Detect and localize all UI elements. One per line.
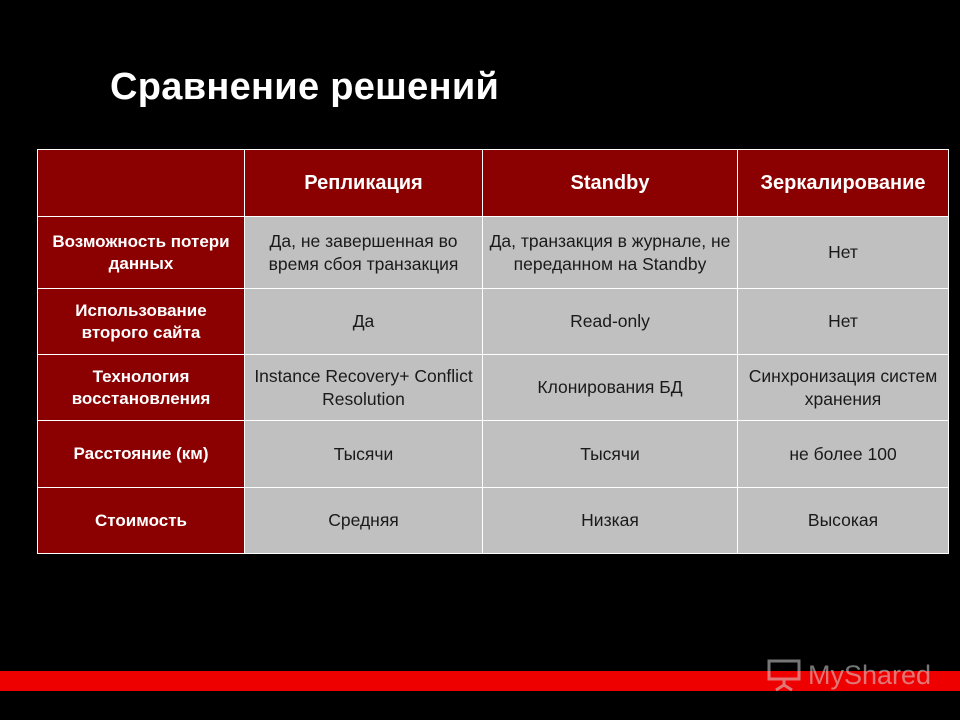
table-cell: Тысячи: [245, 421, 483, 488]
comparison-table: [37, 149, 949, 554]
table-header-row: [38, 150, 949, 217]
table-row: [38, 217, 949, 289]
table-cell: Да, не завершенная во время сбоя транзакция: [245, 217, 483, 289]
table-cell: Instance Recovery+ Conflict Resolution: [245, 355, 483, 421]
column-header-mirroring: Зеркалирование: [738, 150, 949, 217]
row-header: Возможность потери данных: [38, 217, 245, 289]
table-cell: Да: [245, 289, 483, 355]
row-header: Использование второго сайта: [38, 289, 245, 355]
table-row: [38, 355, 949, 421]
table-row: [38, 421, 949, 488]
watermark-text: MyShared: [808, 659, 932, 690]
table-cell: Тысячи: [483, 421, 738, 488]
row-header: Расстояние (км): [38, 421, 245, 488]
table-cell: Нет: [738, 217, 949, 289]
table-cell: Высокая: [738, 488, 949, 554]
column-header-standby: Standby: [483, 150, 738, 217]
table-row: [38, 289, 949, 355]
row-header: Стоимость: [38, 488, 245, 554]
table-cell: Клонирования БД: [483, 355, 738, 421]
row-header: Технология восстановления: [38, 355, 245, 421]
table-cell: Нет: [738, 289, 949, 355]
table-row: [38, 488, 949, 554]
slide-title: Сравнение решений: [110, 66, 500, 108]
table-cell: Средняя: [245, 488, 483, 554]
column-header-replication: Репликация: [245, 150, 483, 217]
table-cell: Да, транзакция в журнале, не переданном на Standby: [483, 217, 738, 289]
presentation-screen-icon: [766, 658, 802, 692]
table-cell: не более 100: [738, 421, 949, 488]
watermark: [766, 655, 931, 695]
table-cell: Низкая: [483, 488, 738, 554]
corner-cell: [38, 150, 245, 217]
table-cell: Read-only: [483, 289, 738, 355]
table-cell: Синхронизация систем хранения: [738, 355, 949, 421]
